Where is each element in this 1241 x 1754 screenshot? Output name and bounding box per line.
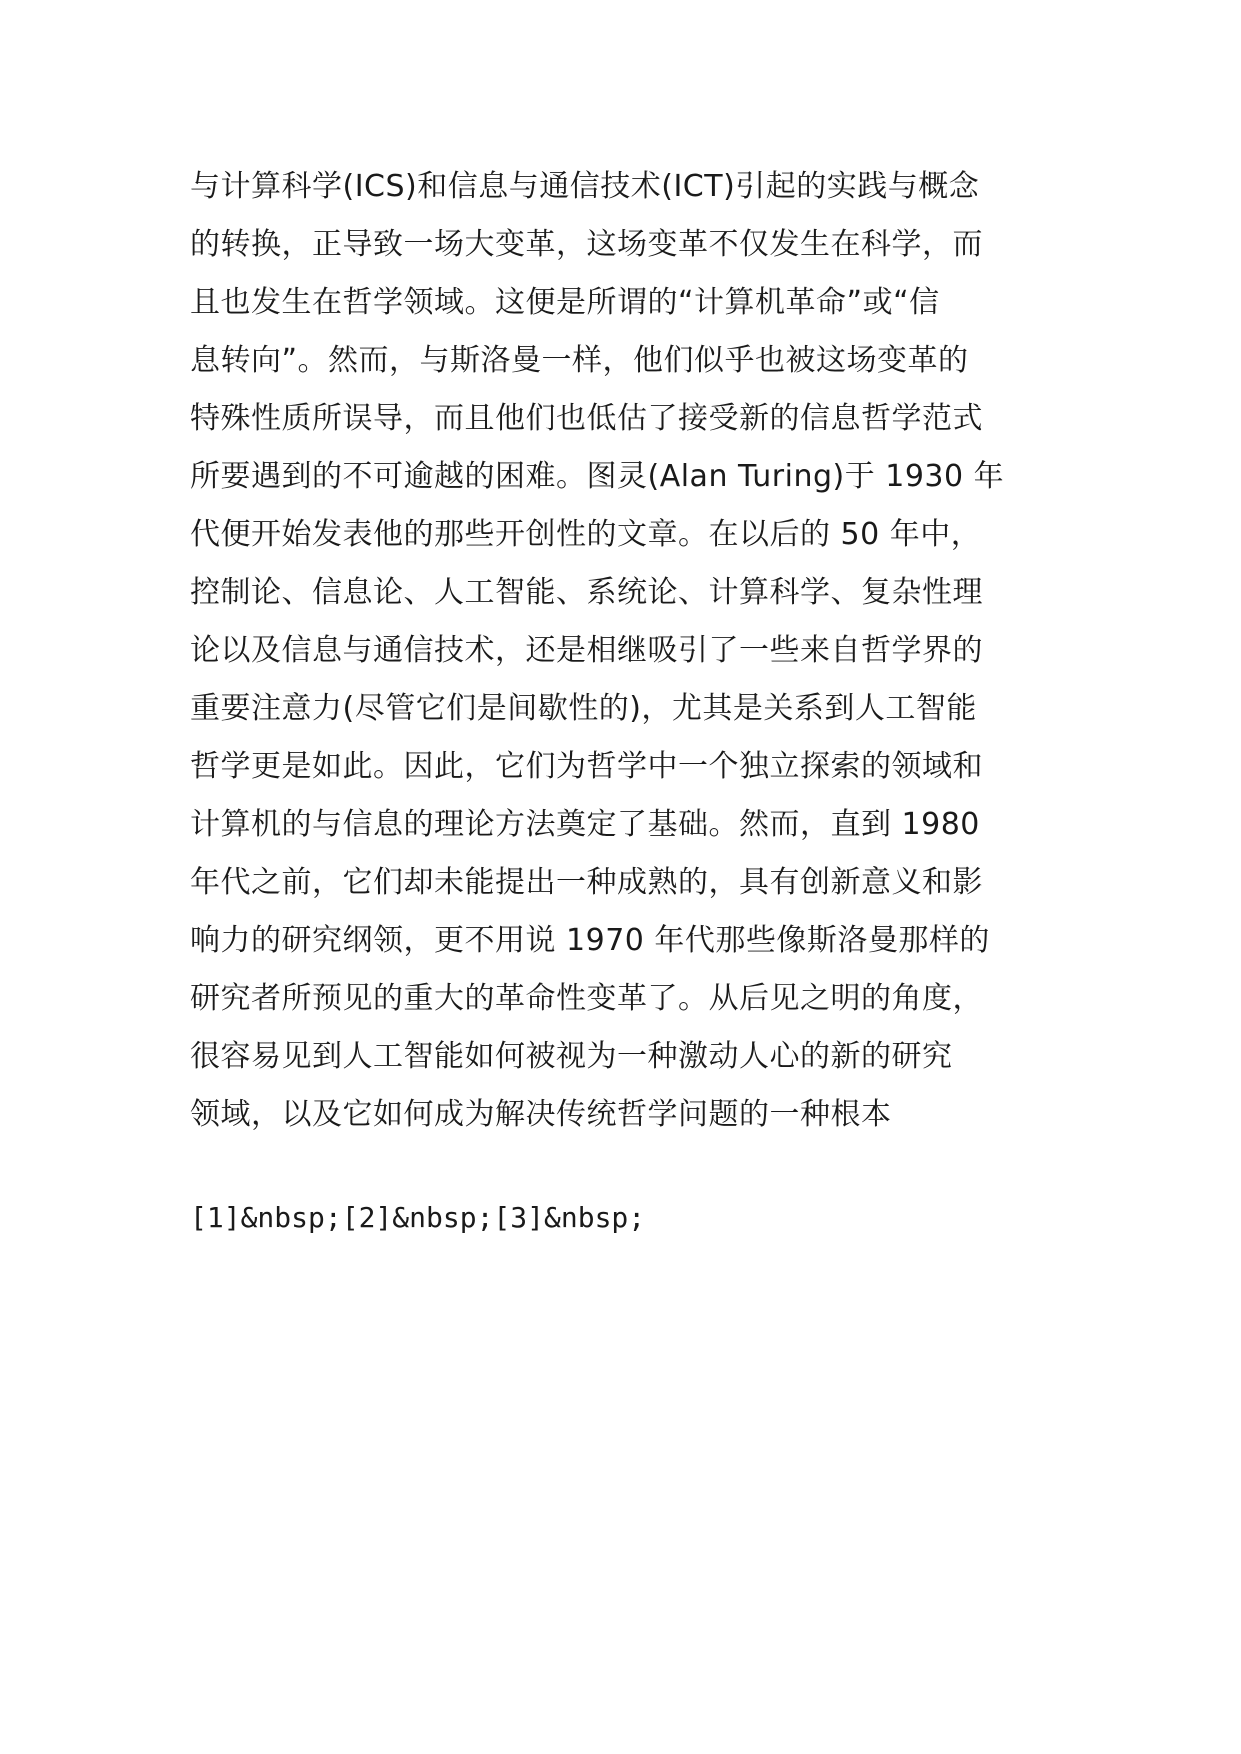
body-paragraph xyxy=(190,158,1070,1144)
text-line: 与计算科学(ICS)和信息与通信技术(ICT)引起的实践与概念 xyxy=(190,169,980,204)
text-line: 哲学更是如此。因此，它们为哲学中一个独立探索的领域和 xyxy=(190,749,983,784)
text-line: 所要遇到的不可逾越的困难。图灵(Alan Turing)于 1930 年 xyxy=(190,459,1005,494)
text-line: 论以及信息与通信技术，还是相继吸引了一些来自哲学界的 xyxy=(190,633,983,668)
footnote-references: [1]&nbsp;[2]&nbsp;[3]&nbsp; xyxy=(190,1201,646,1234)
text-line: 重要注意力(尽管它们是间歇性的)，尤其是关系到人工智能 xyxy=(190,691,977,726)
text-line: 研究者所预见的重大的革命性变革了。从后见之明的角度， xyxy=(190,981,983,1016)
text-line: 息转向”。然而，与斯洛曼一样，他们似乎也被这场变革的 xyxy=(190,343,969,378)
text-line: 的转换，正导致一场大变革，这场变革不仅发生在科学，而 xyxy=(190,227,983,262)
text-line: 计算机的与信息的理论方法奠定了基础。然而，直到 1980 xyxy=(190,807,980,842)
text-line: 代便开始发表他的那些开创性的文章。在以后的 50 年中， xyxy=(190,517,982,552)
text-line: 很容易见到人工智能如何被视为一种激动人心的新的研究 xyxy=(190,1039,953,1074)
text-line: 年代之前，它们却未能提出一种成熟的，具有创新意义和影 xyxy=(190,865,983,900)
text-line: 且也发生在哲学领域。这便是所谓的“计算机革命”或“信 xyxy=(190,285,940,320)
text-line: 特殊性质所误导，而且他们也低估了接受新的信息哲学范式 xyxy=(190,401,983,436)
text-line: 控制论、信息论、人工智能、系统论、计算科学、复杂性理 xyxy=(190,575,983,610)
text-line: 领域，以及它如何成为解决传统哲学问题的一种根本 xyxy=(190,1097,892,1132)
text-line: 响力的研究纲领，更不用说 1970 年代那些像斯洛曼那样的 xyxy=(190,923,990,958)
